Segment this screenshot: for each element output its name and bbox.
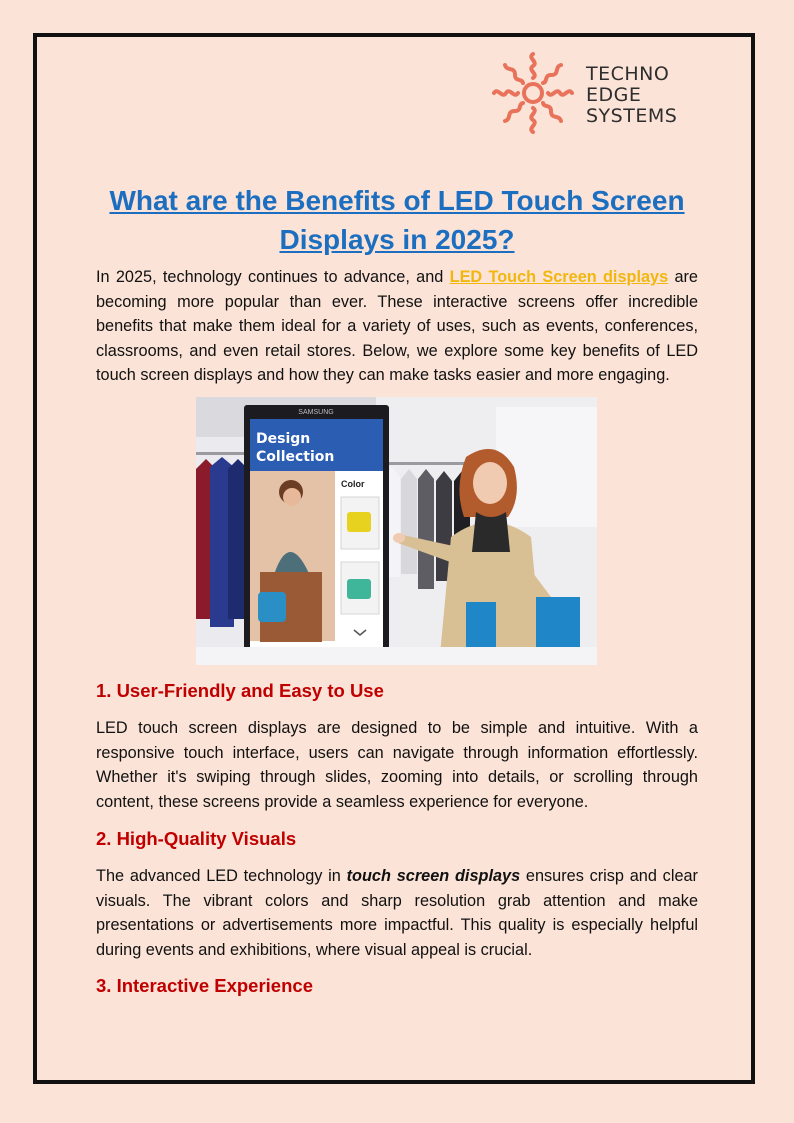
- section-3-heading: 3. Interactive Experience: [96, 975, 313, 996]
- logo-line-2: EDGE: [586, 84, 642, 106]
- brand-text: SAMSUNG: [298, 409, 334, 416]
- intro-text-before: In 2025, technology continues to advance, and: [96, 268, 450, 286]
- section-2-text-after: ensures crisp and clear visuals. The vibrant colors and sharp resolution grab attention and make presentations or advertisements more impactful. This quality is especially helpful during events and exhibitions, where visual appeal is crucial.: [96, 867, 698, 959]
- intro-text-after: are becoming more popular than ever. These interactive screens offer incredible benefits that make them ideal for a variety of uses, such as events, conferences, classrooms, and even retail stores. Below, we explore some key benefits of LED touch screen displays and how they can make tasks easier and more engaging.: [96, 268, 698, 385]
- section-2-heading: 2. High-Quality Visuals: [96, 828, 297, 849]
- retail-touch-screen-photo: [196, 397, 597, 665]
- intro-paragraph: [96, 265, 698, 388]
- section-1-heading: 1. User-Friendly and Easy to Use: [96, 680, 384, 701]
- page-title[interactable]: What are the Benefits of LED Touch Screen Displays in 2025?: [109, 185, 685, 255]
- screen-title-2: Collection: [256, 449, 335, 465]
- logo-wordmark: [586, 64, 677, 127]
- screen-title-1: Design: [256, 431, 311, 447]
- photo-illustration: [196, 397, 597, 665]
- logo-mark-icon: [488, 48, 578, 138]
- section-2-body: [96, 864, 698, 962]
- logo-line-1: TECHNO: [586, 63, 670, 85]
- color-label: Color: [341, 479, 365, 489]
- section-2-text-before: The advanced LED technology in: [96, 867, 347, 885]
- logo-line-3: SYSTEMS: [586, 105, 678, 127]
- techno-edge-logo[interactable]: [488, 48, 708, 140]
- section-1-body: LED touch screen displays are designed to be simple and intuitive. With a responsive touch interface, users can navigate through information effortlessly. Whether it's swiping through slides, zooming into details, or scrolling through content, these screens provide a seamless experience for everyone.: [96, 719, 698, 811]
- touch-screen-displays-emphasis: touch screen displays: [346, 867, 521, 885]
- led-touch-screen-link[interactable]: LED Touch Screen displays: [449, 268, 669, 286]
